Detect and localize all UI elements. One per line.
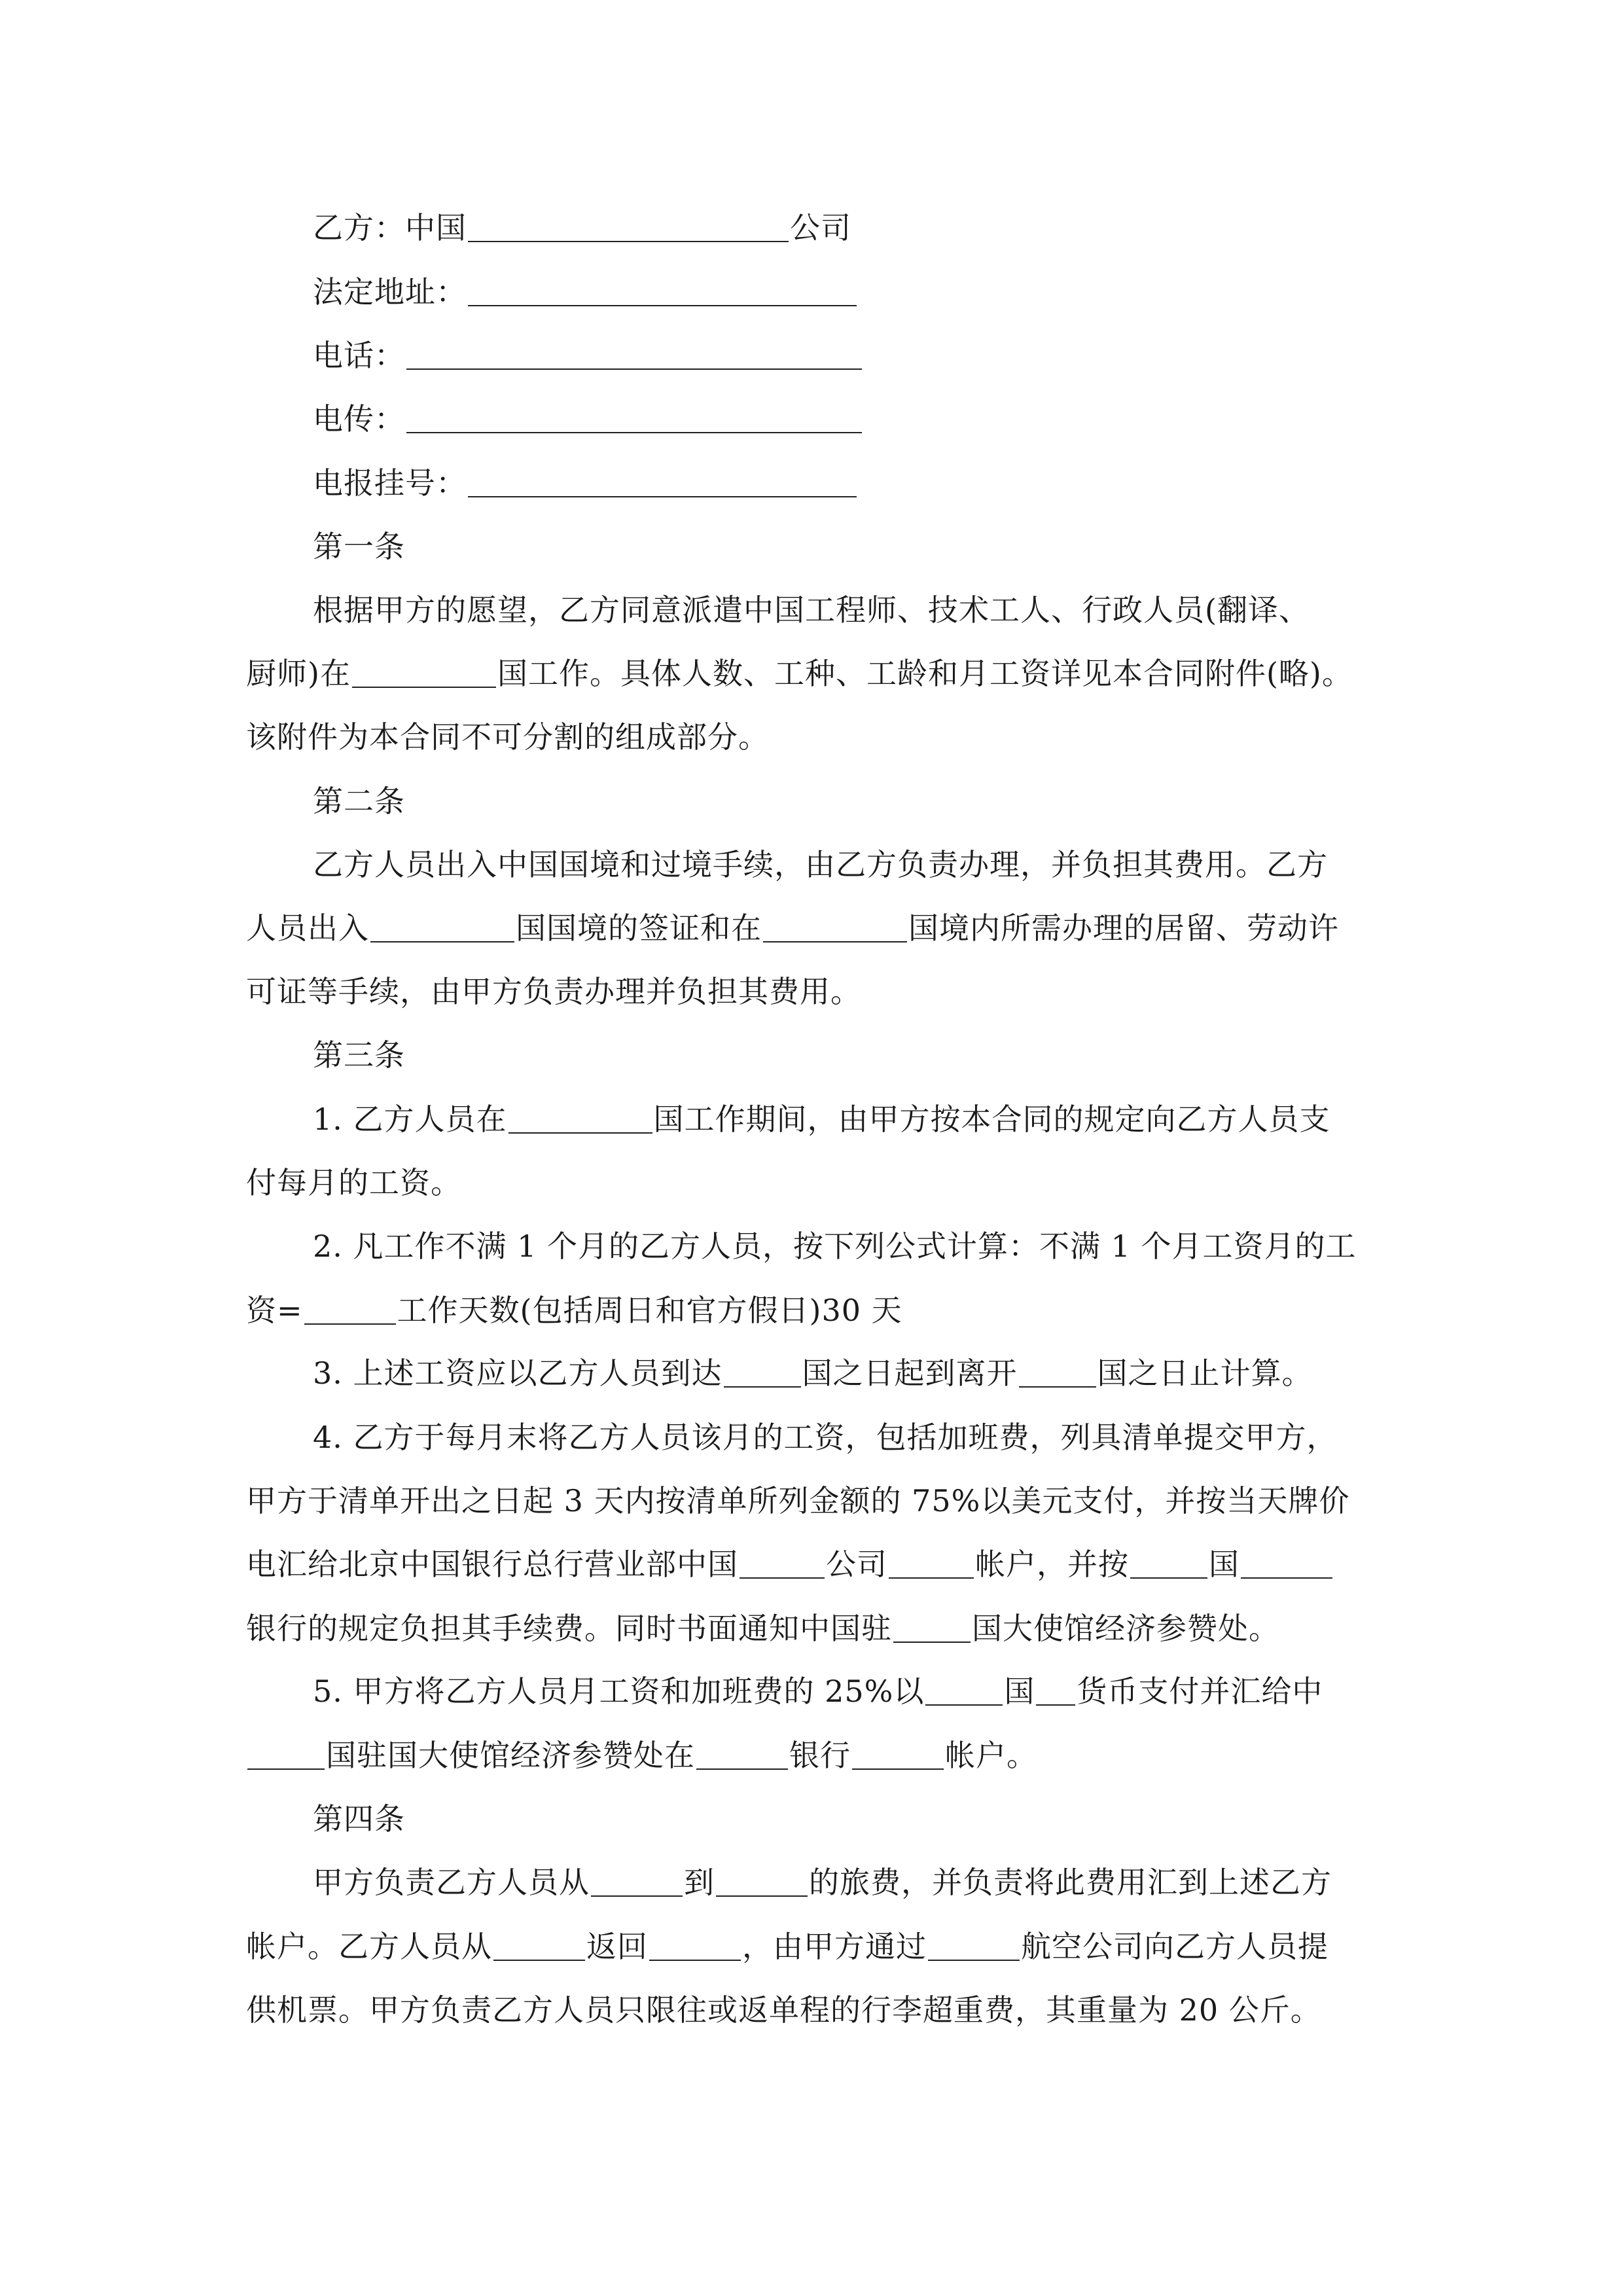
country-blank (370, 911, 514, 942)
fax-blank (406, 402, 862, 433)
origin-blank (493, 1929, 585, 1961)
article-3-heading: 第三条 (313, 1037, 405, 1073)
phone-line: 电话： (313, 336, 863, 375)
salary-blank (304, 1293, 396, 1325)
country-blank (893, 1611, 971, 1643)
address-line: 法定地址： (313, 272, 858, 312)
article-3-item-1-line-1: 1. 乙方人员在 国工作期间，由甲方按本合同的规定向乙方人员支 (313, 1102, 1330, 1137)
article-3-item-5-line-2: 国驻国大使馆经济参赞处在 银行 帐户。 (246, 1736, 1037, 1775)
company-blank (740, 1547, 825, 1579)
article-4-heading: 第四条 (313, 1801, 405, 1837)
article-2-heading: 第二条 (313, 783, 405, 819)
country-blank (508, 1102, 652, 1134)
article-3-item-5-line-1: 5. 甲方将乙方人员月工资和加班费的 25%以 国 货币支付并汇给中 (313, 1674, 1323, 1709)
company-name-blank (468, 211, 789, 242)
address-blank (468, 275, 857, 306)
country-blank (925, 1674, 1003, 1706)
country-blank (352, 656, 496, 688)
destination-blank (649, 1929, 741, 1961)
article-3-item-4-line-1: 4. 乙方于每月末将乙方人员该月的工资，包括加班费，列具清单提交甲方， (313, 1420, 1338, 1455)
article-1-line-3: 该附件为本合同不可分割的组成部分。 (246, 719, 769, 755)
country-blank (724, 1356, 801, 1388)
account-blank (852, 1738, 944, 1770)
party-b-name-line: 乙方：中国 公司 (313, 210, 851, 245)
article-4-line-3: 供机票。甲方负责乙方人员只限往或返单程的行李超重费，其重量为 20 公斤。 (246, 1992, 1321, 2028)
article-2-line-3: 可证等手续，由甲方负责办理并负担其费用。 (246, 974, 861, 1009)
article-3-item-2-line-1: 2. 凡工作不满 1 个月的乙方人员，按下列公式计算：不满 1 个月工资月的工 (313, 1229, 1357, 1264)
bank-blank (696, 1738, 788, 1770)
article-3-item-1-line-2: 付每月的工资。 (246, 1165, 461, 1200)
phone-blank (406, 338, 862, 370)
article-1-heading: 第一条 (313, 529, 405, 564)
fax-line: 电传： (313, 399, 863, 439)
origin-blank (591, 1865, 683, 1897)
bank-blank (1241, 1547, 1332, 1579)
telegraph-blank (468, 466, 857, 497)
country-blank (1019, 1356, 1096, 1388)
telegraph-line: 电报挂号： (313, 463, 858, 503)
article-1-line-2: 厨师)在 国工作。具体人数、工种、工龄和月工资详见本合同附件(略)。 (246, 656, 1353, 691)
article-2-line-1: 乙方人员出入中国国境和过境手续，由乙方负责办理，并负担其费用。乙方 (313, 847, 1328, 882)
country-blank (1130, 1547, 1207, 1579)
country-blank (247, 1738, 325, 1770)
article-3-item-4-line-4: 银行的规定负担其手续费。同时书面通知中国驻 国大使馆经济参赞处。 (246, 1611, 1279, 1646)
article-3-item-2-line-2: 资= 工作天数(包括周日和官方假日)30 天 (246, 1293, 902, 1328)
currency-blank (1036, 1674, 1075, 1706)
article-3-item-3: 3. 上述工资应以乙方人员到达 国之日起到离开 国之日止计算。 (313, 1355, 1313, 1391)
article-4-line-2: 帐户。乙方人员从 返回 ，由甲方通过 航空公司向乙方人员提 (246, 1929, 1329, 1964)
article-1-line-1: 根据甲方的愿望，乙方同意派遣中国工程师、技术工人、行政人员(翻译、 (313, 592, 1310, 628)
article-3-item-4-line-2: 甲方于清单开出之日起 3 天内按清单所列金额的 75%以美元支付，并按当天牌价 (246, 1483, 1350, 1518)
country-blank (763, 911, 907, 942)
airline-blank (928, 1929, 1020, 1961)
account-blank (889, 1547, 974, 1579)
destination-blank (716, 1865, 808, 1897)
article-2-line-2: 人员出入 国国境的签证和在 国境内所需办理的居留、劳动许 (246, 910, 1339, 946)
article-3-item-4-line-3: 电汇给北京中国银行总行营业部中国 公司 帐户，并按 国 (246, 1545, 1334, 1584)
article-4-line-1: 甲方负责乙方人员从 到 的旅费，并负责将此费用汇到上述乙方 (313, 1865, 1332, 1900)
